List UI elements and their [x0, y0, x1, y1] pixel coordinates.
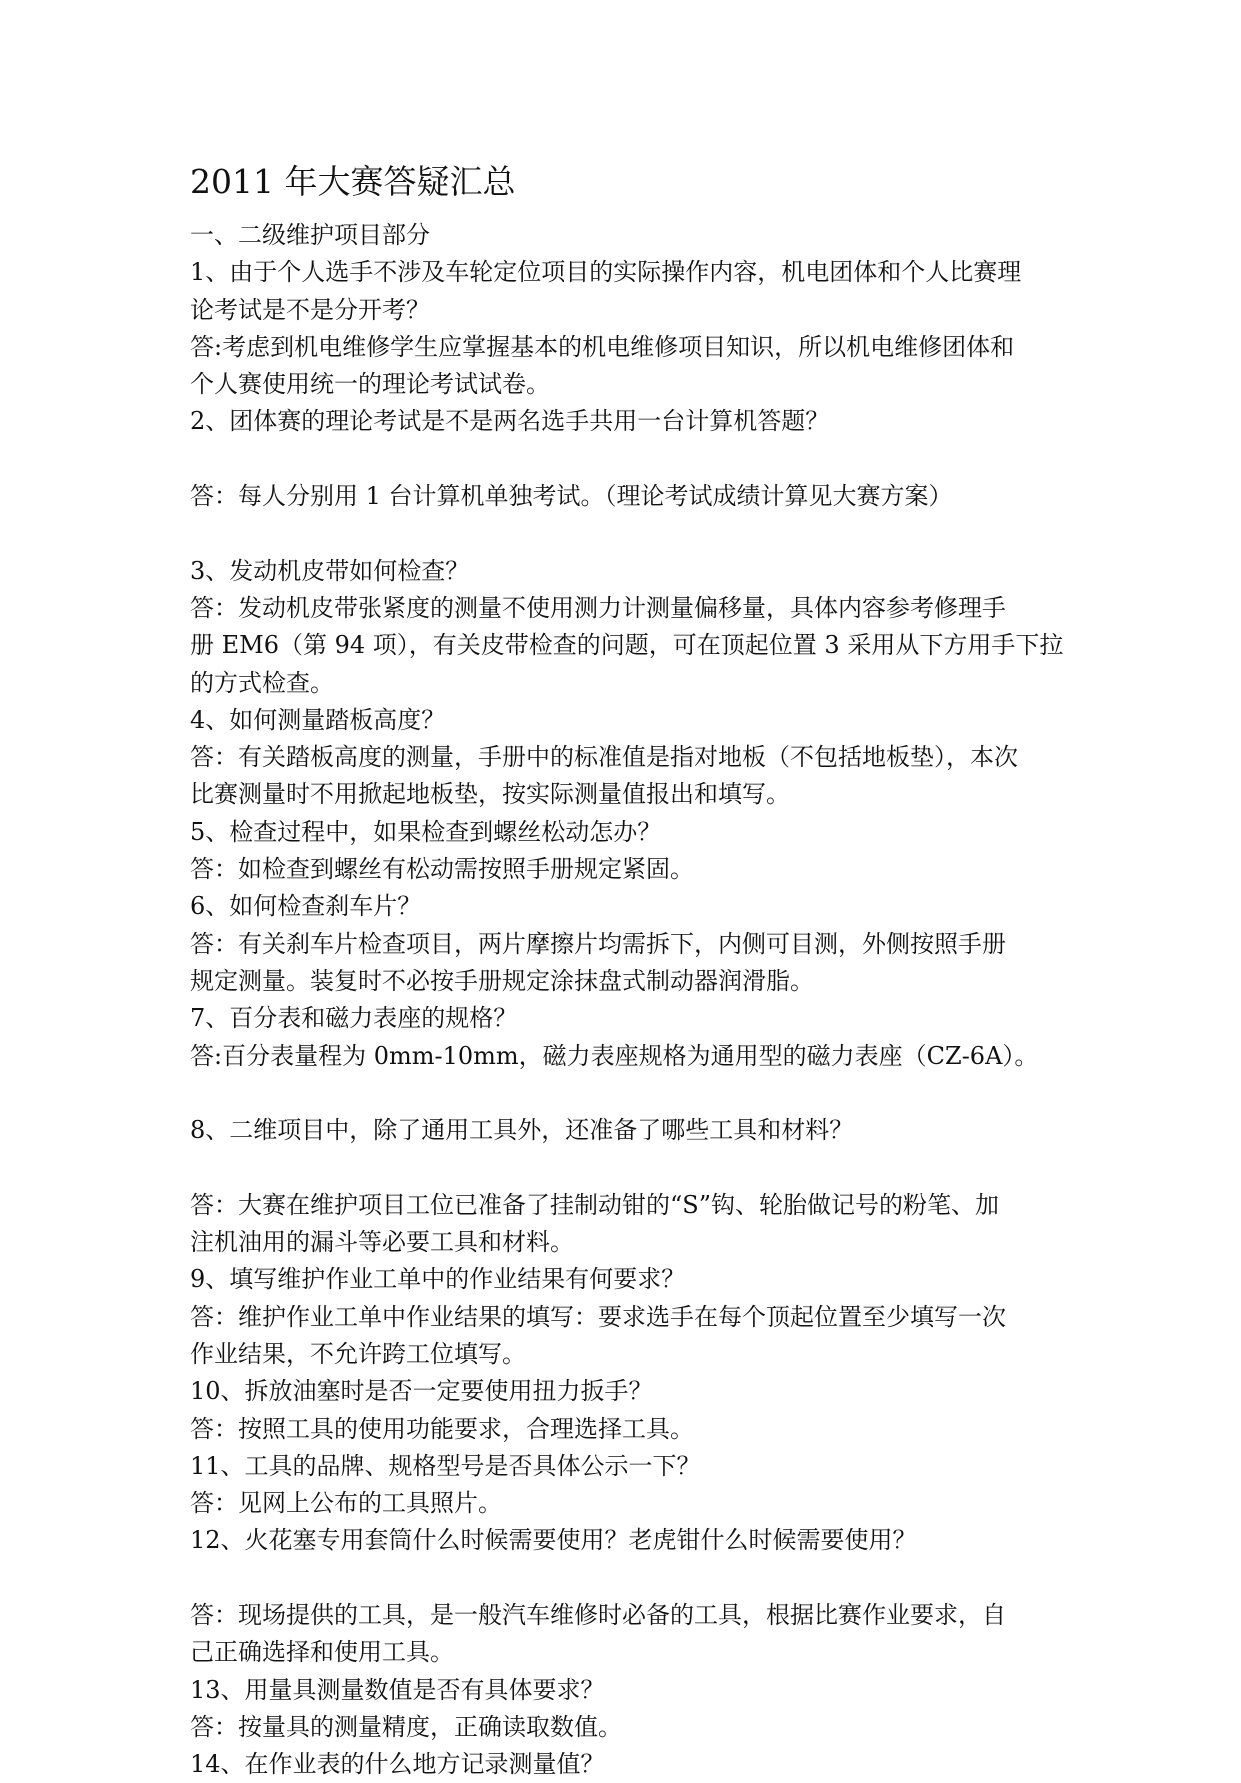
answer-line: 答：按量具的测量精度，正确读取数值。 [190, 1712, 622, 1741]
answer-line: 规定测量。装复时不必按手册规定涂抹盘式制动器润滑脂。 [190, 966, 814, 995]
question-line: 5、检查过程中，如果检查到螺丝松动怎办？ [190, 817, 662, 846]
answer-line: 答：按照工具的使用功能要求，合理选择工具。 [190, 1414, 694, 1443]
blank-line [190, 515, 1070, 552]
question-line: 论考试是不是分开考？ [190, 295, 430, 324]
answer-line: 比赛测量时不用掀起地板垫，按实际测量值报出和填写。 [190, 780, 790, 809]
question-line: 9、填写维护作业工单中的作业结果有何要求？ [190, 1265, 686, 1294]
answer-line: 答：大赛在维护项目工位已准备了挂制动钳的“S”钩、轮胎做记号的粉笔、加 [190, 1190, 999, 1219]
document-body [190, 217, 1070, 1783]
question-line: 11、工具的品牌、规格型号是否具体公示一下？ [190, 1451, 701, 1480]
answer-line: 个人赛使用统一的理论考试试卷。 [190, 370, 550, 399]
question-line: 8、二维项目中，除了通用工具外，还准备了哪些工具和材料？ [190, 1116, 854, 1145]
answer-line: 答：每人分别用 1 台计算机单独考试。（理论考试成绩计算见大赛方案） [190, 482, 953, 511]
answer-line: 作业结果，不允许跨工位填写。 [190, 1339, 526, 1368]
answer-line: 答：如检查到螺丝有松动需按照手册规定紧固。 [190, 855, 694, 884]
answer-line: 答：见网上公布的工具照片。 [190, 1489, 502, 1518]
question-line: 13、用量具测量数值是否有具体要求？ [190, 1675, 605, 1704]
answer-line: 答:百分表量程为 0mm-10mm，磁力表座规格为通用型的磁力表座（CZ-6A）。 [190, 1041, 1039, 1070]
answer-line: 答:考虑到机电维修学生应掌握基本的机电维修项目知识，所以机电维修团体和 [190, 332, 1015, 361]
answer-line: 答：维护作业工单中作业结果的填写：要求选手在每个顶起位置至少填写一次 [190, 1302, 1006, 1331]
question-line: 3、发动机皮带如何检查？ [190, 556, 470, 585]
blank-line [190, 1560, 1070, 1597]
question-line: 14、在作业表的什么地方记录测量值？ [190, 1750, 605, 1779]
question-line: 6、如何检查刹车片？ [190, 892, 422, 921]
answer-line: 己正确选择和使用工具。 [190, 1638, 454, 1667]
blank-line [190, 1149, 1070, 1186]
answer-line: 答：有关踏板高度的测量，手册中的标准值是指对地板（不包括地板垫），本次 [190, 743, 1018, 772]
document-title: 2011 年大赛答疑汇总 [190, 162, 516, 201]
blank-line [190, 1075, 1070, 1112]
section-heading: 一、二级维护项目部分 [190, 221, 430, 249]
answer-line: 册 EM6（第 94 项），有关皮带检查的问题，可在顶起位置 3 采用从下方用手下拉 [190, 631, 1064, 660]
answer-line: 答：现场提供的工具，是一般汽车维修时必备的工具，根据比赛作业要求，自 [190, 1600, 1006, 1629]
answer-line: 答：有关刹车片检查项目，两片摩擦片均需拆下，内侧可目测，外侧按照手册 [190, 929, 1006, 958]
question-line: 12、火花塞专用套筒什么时候需要使用？老虎钳什么时候需要使用？ [190, 1526, 917, 1555]
question-line: 4、如何测量踏板高度？ [190, 705, 446, 734]
blank-line [190, 441, 1070, 478]
question-line: 7、百分表和磁力表座的规格？ [190, 1004, 518, 1033]
answer-line: 答：发动机皮带张紧度的测量不使用测力计测量偏移量，具体内容参考修理手 [190, 593, 1006, 622]
answer-line: 的方式检查。 [190, 668, 334, 697]
question-line: 2、团体赛的理论考试是不是两名选手共用一台计算机答题？ [190, 407, 830, 436]
question-line: 1、由于个人选手不涉及车轮定位项目的实际操作内容，机电团体和个人比赛理 [190, 258, 1022, 287]
answer-line: 注机油用的漏斗等必要工具和材料。 [190, 1228, 574, 1257]
question-line: 10、拆放油塞时是否一定要使用扭力扳手？ [190, 1377, 653, 1406]
